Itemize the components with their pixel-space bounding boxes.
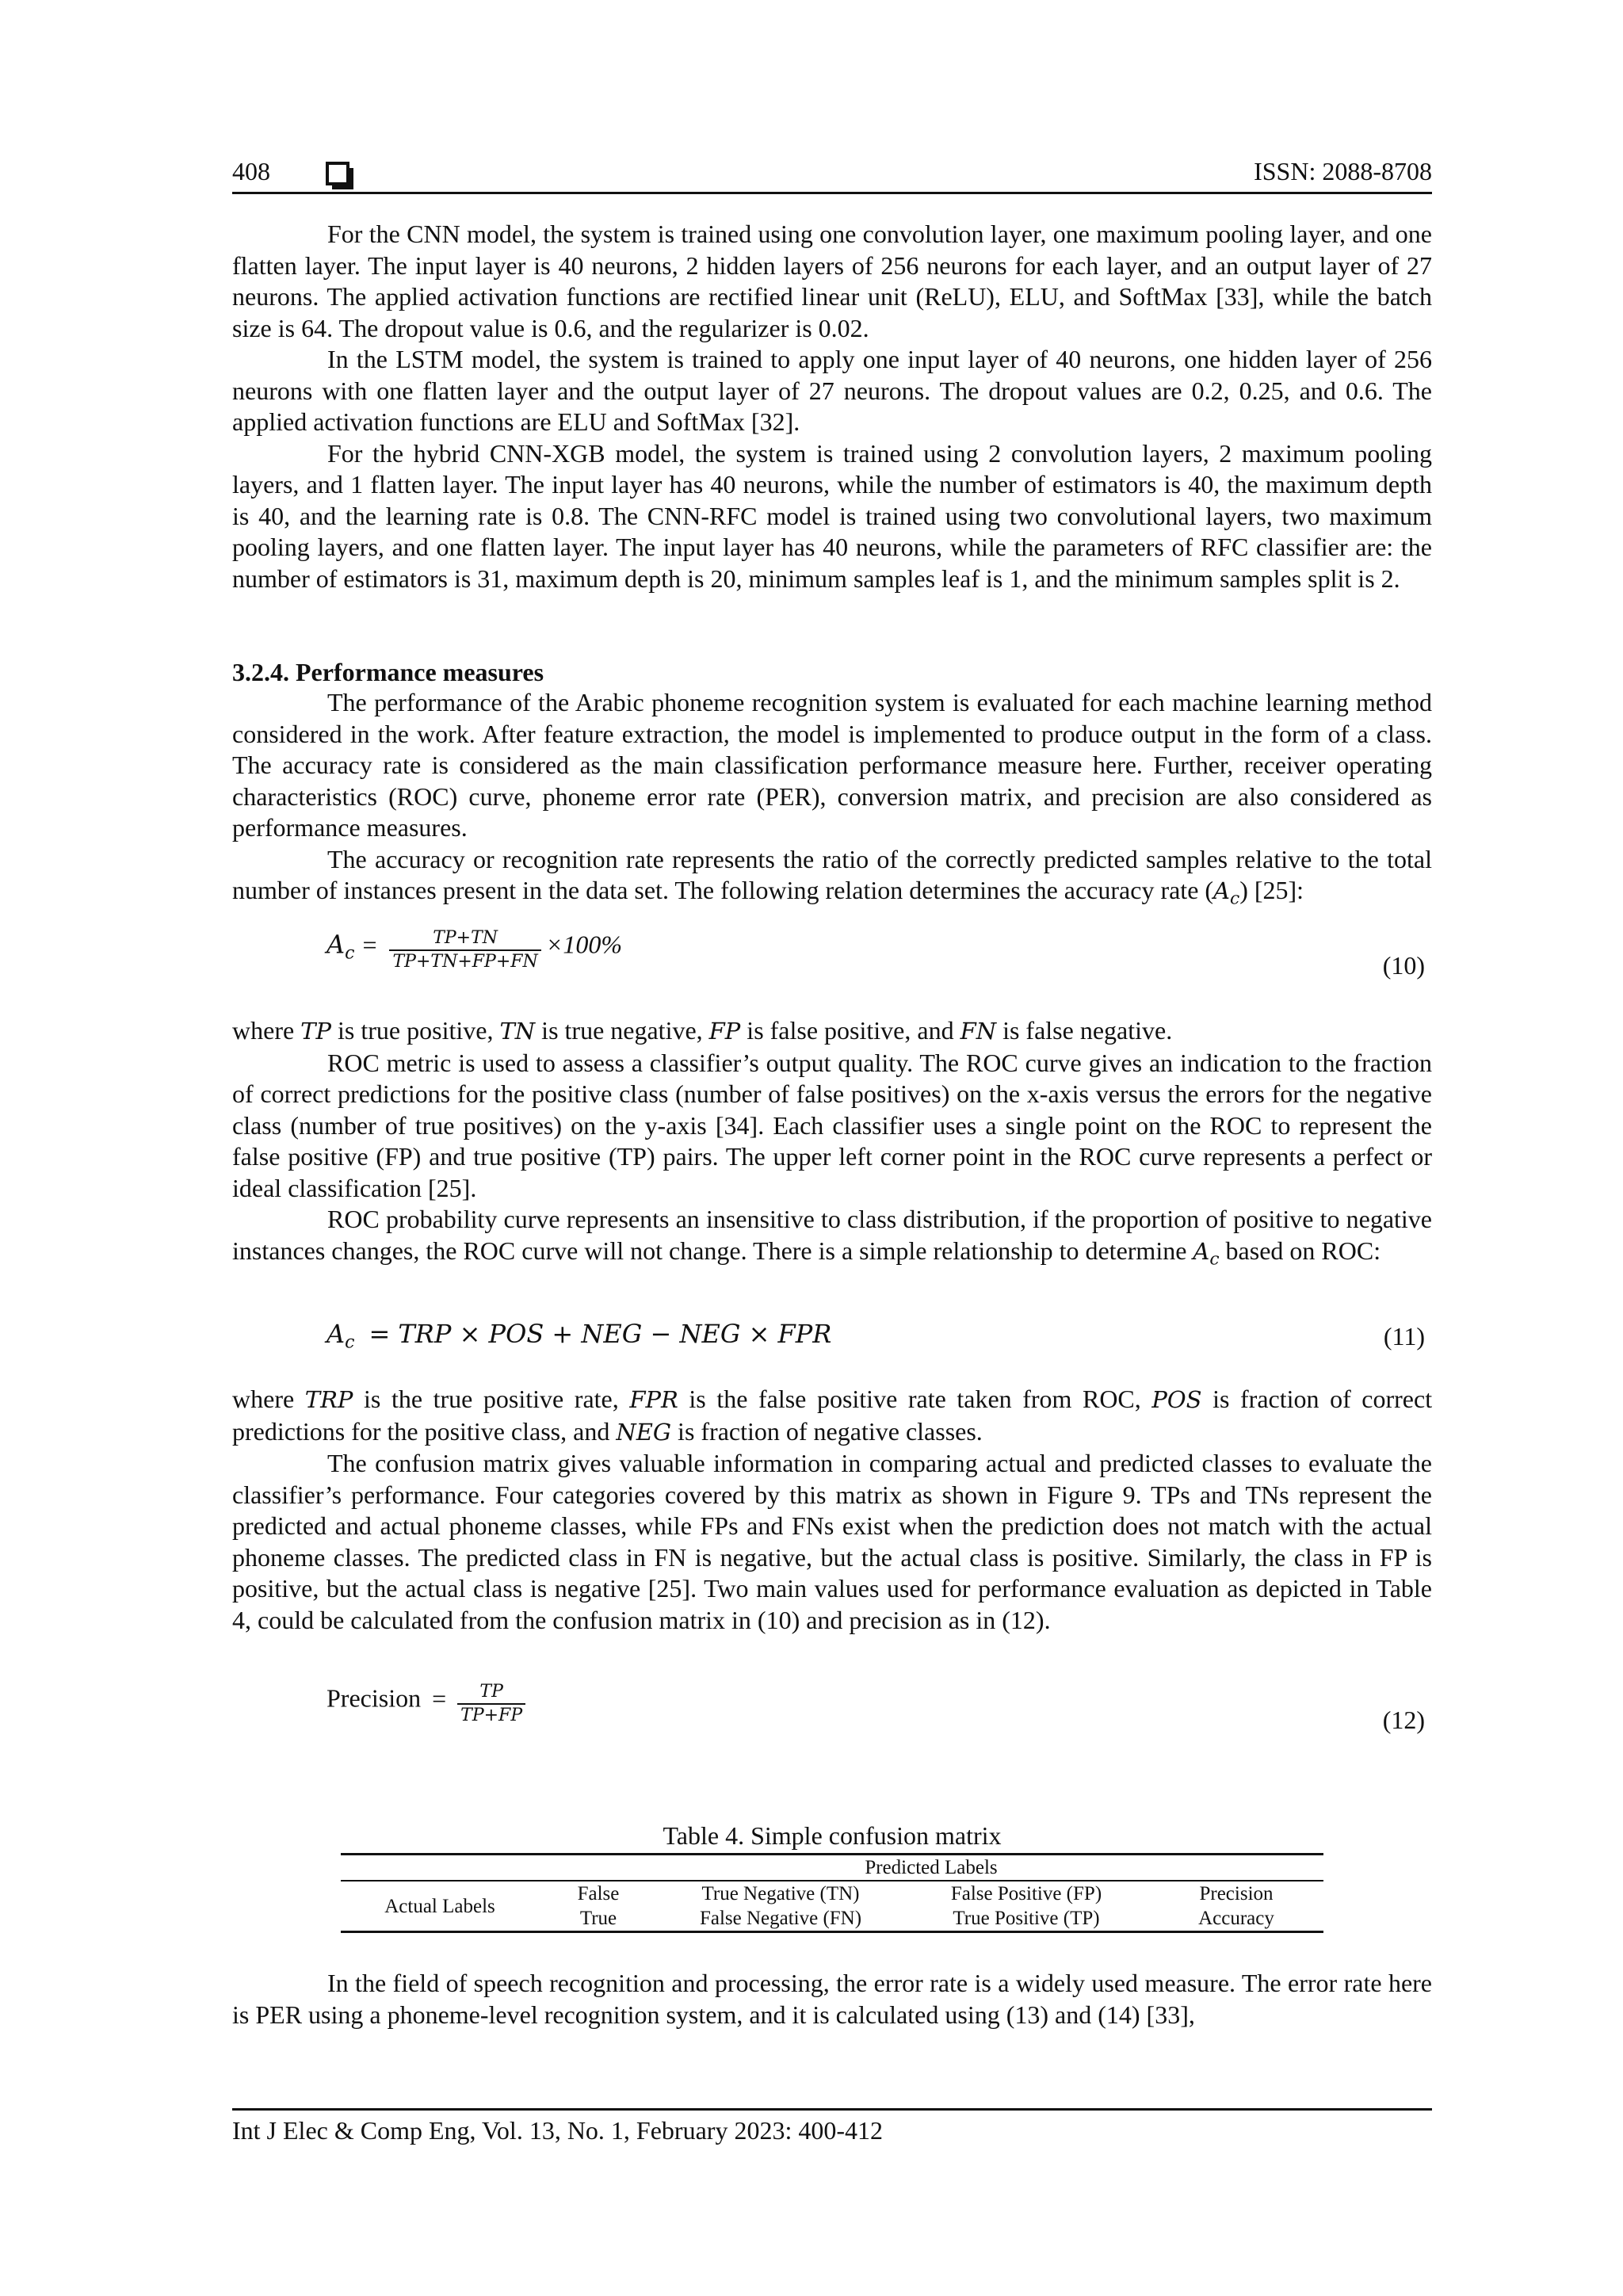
paragraph-roc2 — [232, 1204, 1432, 1275]
equation-10 — [327, 927, 622, 999]
roc2-text-end: based on ROC: — [1225, 1236, 1381, 1265]
page-footer: Int J Elec & Comp Eng, Vol. 13, No. 1, February 2023: 400-412 — [232, 2116, 883, 2145]
eq11-lhs-sub: c — [345, 1332, 355, 1353]
page-header — [232, 155, 1432, 195]
eq10-denominator: TP+TN+FP+FN — [392, 952, 538, 972]
symbol-c-2: c — [1209, 1249, 1220, 1270]
text-block-where2 — [232, 1384, 1432, 1636]
paragraph-error-rate: In the field of speech recognition and processing, the error rate is a widely used measure. The error rate here is PER using a phoneme-level recognition system, and it is calculated using (13) and (14) [33], — [232, 1969, 1432, 2029]
paragraph-accuracy — [232, 844, 1432, 915]
eq10-fraction — [389, 927, 540, 973]
eq10-tail: ×100% — [545, 930, 623, 959]
symbol-c: c — [1230, 888, 1240, 909]
confusion-matrix-table — [341, 1853, 1323, 1933]
eq11-rhs: = TRP × POS + NEG − NEG × FPR — [369, 1319, 832, 1349]
equation-11-number: (11) — [1383, 1322, 1425, 1350]
symbol-pos: POS — [1151, 1386, 1202, 1413]
symbol-neg: NEG — [616, 1418, 672, 1446]
symbol-a: A — [1213, 877, 1230, 904]
text-block-models — [232, 219, 1432, 594]
eq10-equals: = — [362, 930, 377, 959]
symbol-a-2: A — [1193, 1237, 1210, 1265]
square-bullet-icon — [326, 162, 349, 185]
paragraph-roc1: ROC metric is used to assess a classifier’s output quality. The ROC curve gives an indication to the fraction of correct predictions for the positive class (number of false positives) on the x-axis versus the errors for the negative class (number of true positives) on the y-axis [34]. Each classifier uses a single point on the ROC to represent the false positive (FP) and true positive (TP) pairs. The upper left corner point in the ROC curve represents a perfect or ideal classification [25]. — [232, 1048, 1432, 1202]
where2-pos-text: is fraction of correct predictions for the positive class, and — [232, 1385, 1433, 1446]
symbol-tp: TP — [300, 1018, 332, 1045]
header-rule — [232, 192, 1432, 194]
footer-rule — [232, 2108, 1432, 2111]
symbol-fpr: FPR — [629, 1386, 678, 1413]
table-cell: Precision — [1149, 1881, 1323, 1906]
where2-word: where — [232, 1385, 295, 1413]
table-header-row — [341, 1855, 1323, 1881]
eq12-denominator: TP+FP — [460, 1706, 523, 1725]
eq12-lhs: Precision — [327, 1683, 422, 1713]
eq10-lhs-sub: c — [345, 943, 355, 964]
page-number: 408 — [232, 157, 270, 185]
section-heading: 3.2.4. Performance measures — [232, 658, 544, 686]
equation-11 — [327, 1319, 831, 1390]
actual-labels-header: Actual Labels — [341, 1881, 539, 1932]
paragraph-where-tp — [232, 1015, 1432, 1048]
paragraph-lstm: In the LSTM model, the system is trained to apply one input layer of 40 neurons, one hidden layer of 256 neurons with one flatten layer and the output layer of 27 neurons. The dropout values are 0.2, 0.25, and 0.6. The applied activation functions are ELU and SoftMax [32]. — [232, 345, 1432, 436]
text-block-error-rate — [232, 1968, 1432, 2030]
text-block-performance — [232, 687, 1432, 915]
table-cell: False Positive (FP) — [903, 1881, 1149, 1906]
equation-12-number: (12) — [1382, 1706, 1425, 1734]
symbol-fn: FN — [960, 1018, 997, 1045]
paragraph-cnn: For the CNN model, the system is trained using one convolution layer, one maximum pooling layer, and one flatten layer. The input layer is 40 neurons, 2 hidden layers of 256 neurons for each layer, and an output layer of 27 neurons. The applied activation functions are rectified linear unit (ReLU), ELU, and SoftMax [33], while the batch size is 64. The dropout value is 0.6, and the regularizer is 0.02. — [232, 220, 1432, 342]
symbol-tn: TN — [499, 1018, 536, 1045]
table-cell: True Negative (TN) — [658, 1881, 903, 1906]
eq10-lhs: A — [327, 929, 346, 960]
where1-fp-text: is false positive, and — [747, 1016, 954, 1045]
table-caption: Table 4. Simple confusion matrix — [663, 1821, 1002, 1850]
table-corner — [341, 1855, 539, 1881]
accuracy-text-a: The accuracy or recognition rate represents the ratio of the correctly predicted samples relative to the total number of instances present in the data set. The following relation determines the accuracy rate ( — [232, 844, 1432, 904]
predicted-labels-header: Predicted Labels — [539, 1855, 1323, 1881]
paragraph-confusion: The confusion matrix gives valuable information in comparing actual and predicted classes to evaluate the classifier’s performance. Four categories covered by this matrix as shown in Figure 9. TPs and TNs represent the predicted and actual phoneme classes, while FPs and FNs exist when the prediction does not match with the actual phoneme classes. The predicted class in FN is negative, but the actual class is positive. Similarly, the class in FP is positive, but the actual class is negative [25]. Two main values used for performance evaluation as depicted in Table 4, could be calculated from the confusion matrix in (10) and precision as in (12). — [232, 1449, 1432, 1634]
text-block-where1 — [232, 1015, 1432, 1275]
paragraph-where-trp — [232, 1384, 1432, 1448]
where2-neg-text: is fraction of negative classes. — [678, 1416, 983, 1446]
table-cell: True — [539, 1906, 658, 1932]
equation-12 — [327, 1681, 530, 1752]
table-cell: False Negative (FN) — [658, 1906, 903, 1932]
table-cell: False — [539, 1881, 658, 1906]
where1-tn-text: is true negative, — [541, 1016, 703, 1045]
where1-word: where — [232, 1016, 295, 1045]
eq12-equals: = — [432, 1683, 447, 1713]
where2-fpr-text: is the false positive rate taken from ROC, — [689, 1385, 1141, 1413]
roc2-text: ROC probability curve represents an insensitive to class distribution, if the proportion of positive to negative instances changes, the ROC curve will not change. There is a simple relationship to determine — [232, 1205, 1432, 1265]
issn-label: ISSN: 2088-8708 — [1254, 157, 1432, 185]
equation-10-number: (10) — [1382, 951, 1425, 980]
where1-fn-text: is false negative. — [1002, 1016, 1173, 1045]
symbol-fp: FP — [708, 1018, 741, 1045]
paragraph-performance: The performance of the Arabic phoneme recognition system is evaluated for each machine learning method considered in the work. After feature extraction, the model is implemented to produce output in the form of a class. The accuracy rate is considered as the main classification performance measure here. Further, receiver operating characteristics (ROC) curve, phoneme error rate (PER), conversion matrix, and precision are also considered as performance measures. — [232, 688, 1432, 842]
paragraph-hybrid: For the hybrid CNN-XGB model, the system is trained using 2 convolution layers, 2 maximum pooling layers, and 1 flatten layer. The input layer has 40 neurons, while the number of estimators is 40, the maximum depth is 40, and the learning rate is 0.8. The CNN-RFC model is trained using two convolutional layers, two maximum pooling layers, and one flatten layer. The input layer has 40 neurons, while the parameters of RFC classifier are: the number of estimators is 31, maximum depth is 20, minimum samples leaf is 1, and the minimum samples split is 2. — [232, 438, 1432, 593]
eq10-numerator: TP+TN — [433, 928, 498, 948]
table-row — [341, 1881, 1323, 1906]
where2-trp-text: is the true positive rate, — [364, 1385, 619, 1413]
table-cell: Accuracy — [1149, 1906, 1323, 1932]
where1-tp-text: is true positive, — [338, 1016, 494, 1045]
eq11-lhs: A — [327, 1319, 346, 1349]
eq12-fraction — [457, 1681, 525, 1727]
eq12-numerator: TP — [479, 1682, 503, 1702]
accuracy-text-b: ) [25]: — [1239, 876, 1304, 904]
table-cell: True Positive (TP) — [903, 1906, 1149, 1932]
symbol-trp: TRP — [304, 1386, 353, 1413]
